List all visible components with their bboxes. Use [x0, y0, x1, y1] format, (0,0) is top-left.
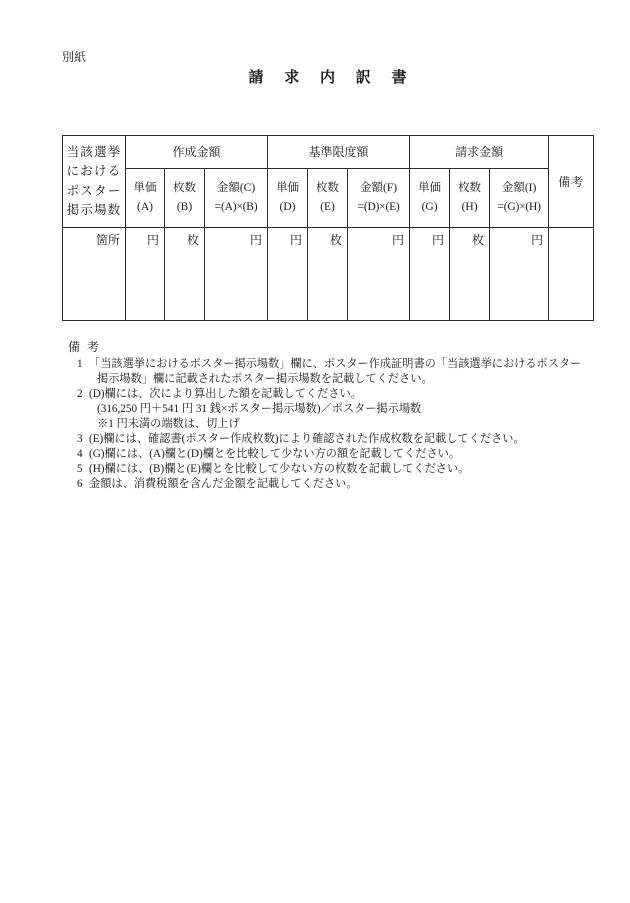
note-line: (D)欄には、次により算出した額を記載してください。 [89, 388, 362, 400]
note-body [89, 477, 602, 492]
header-poster-location-count-text [63, 143, 125, 221]
header-line: ポスター [66, 183, 122, 198]
column-code: (H) [461, 201, 478, 213]
column-header-amount-i [490, 169, 549, 228]
note-item-6 [62, 477, 602, 492]
column-label: 単価 [418, 182, 442, 194]
note-line: 「当該選挙におけるポスター掲示場数」欄に、ポスター作成証明書の「当該選挙におけるポスター [89, 358, 582, 370]
note-line: 掲示場数」欄に記載されたポスター掲示場数を記載してください。 [97, 373, 433, 385]
column-header-unit-price-a [126, 169, 165, 228]
note-number: 5 [77, 463, 83, 475]
remarks-cell [549, 228, 594, 321]
column-label: 枚数 [458, 182, 482, 194]
notes-title: 備 考 [68, 340, 102, 354]
header-remarks: 備考 [549, 136, 594, 228]
group-header-billing-amount: 請求金額 [410, 136, 549, 169]
unit-cell-c: 円 [205, 228, 268, 321]
note-item-5 [62, 462, 602, 477]
note-line: (H)欄には、(B)欄と(E)欄とを比較して少ない方の枚数を記載してください。 [89, 463, 470, 475]
column-code: (D) [279, 201, 296, 213]
column-header-amount-c [205, 169, 268, 228]
column-label: 金額(F) [360, 182, 398, 194]
document-title: 請 求 内 訳 書 [248, 70, 415, 86]
note-number: 3 [77, 433, 83, 445]
column-header-quantity-h [450, 169, 490, 228]
notes-section [62, 340, 602, 492]
group-header-standard-limit: 基準限度額 [268, 136, 410, 169]
column-label: 金額(I) [501, 182, 537, 194]
column-label: 金額(C) [216, 182, 256, 194]
header-poster-location-count [63, 136, 126, 228]
column-code: (E) [320, 201, 335, 213]
note-number: 2 [77, 388, 83, 400]
column-label: 枚数 [173, 182, 196, 194]
column-label: 単価 [276, 182, 300, 194]
column-code: (G) [421, 201, 438, 213]
column-header-unit-price-g [410, 169, 450, 228]
note-body [89, 462, 602, 477]
unit-cell-e: 枚 [308, 228, 348, 321]
note-line: 金額は、消費税額を含んだ金額を記載してください。 [89, 478, 358, 490]
attachment-label: 別紙 [62, 50, 87, 64]
breakdown-table [62, 135, 594, 321]
header-line: 掲示場数 [66, 203, 122, 217]
note-item-4 [62, 447, 602, 462]
header-line: における [66, 164, 122, 178]
unit-cell-h: 枚 [450, 228, 490, 321]
note-formula-line: (316,250 円＋541 円 31 銭×ポスター掲示場数)／ポスター掲示場数 [97, 403, 422, 415]
column-header-amount-f [348, 169, 410, 228]
unit-cell-b: 枚 [165, 228, 205, 321]
note-item-1 [62, 357, 602, 387]
group-header-production-amount: 作成金額 [126, 136, 268, 169]
unit-cell-a: 円 [126, 228, 165, 321]
column-header-unit-price-d [268, 169, 308, 228]
column-label: 枚数 [316, 182, 340, 194]
table-row [63, 228, 594, 321]
note-footnote-line: ※1 円未満の端数は、切上げ [97, 418, 240, 430]
column-header-quantity-e [308, 169, 348, 228]
column-formula: =(D)×(E) [357, 201, 400, 213]
note-body [89, 387, 602, 432]
note-number: 1 [77, 358, 83, 370]
unit-cell-g: 円 [410, 228, 450, 321]
note-item-2 [62, 387, 602, 432]
column-header-quantity-b [165, 169, 205, 228]
unit-cell-d: 円 [268, 228, 308, 321]
unit-cell-i: 円 [490, 228, 549, 321]
table-header-row-groups [63, 136, 594, 169]
note-line: (G)欄には、(A)欄と(D)欄とを比較して少ない方の額を記載してください。 [89, 448, 461, 460]
note-body [89, 447, 602, 462]
note-line: (E)欄には、確認書(ポスター作成枚数)により確認された作成枚数を記載してください。 [89, 433, 525, 445]
column-code: (A) [137, 201, 153, 213]
column-formula: =(G)×(H) [497, 201, 541, 213]
header-line: 当該選挙 [66, 144, 122, 159]
note-body [89, 432, 602, 447]
note-number: 6 [77, 478, 83, 490]
column-code: (B) [176, 201, 193, 213]
note-number: 4 [77, 448, 83, 460]
note-item-3 [62, 432, 602, 447]
table-header-row-columns [63, 169, 594, 228]
unit-cell-f: 円 [348, 228, 410, 321]
unit-cell-locations: 箇所 [63, 228, 126, 321]
column-label: 単価 [133, 182, 157, 194]
column-formula: =(A)×(B) [214, 201, 258, 213]
note-body [89, 357, 602, 387]
